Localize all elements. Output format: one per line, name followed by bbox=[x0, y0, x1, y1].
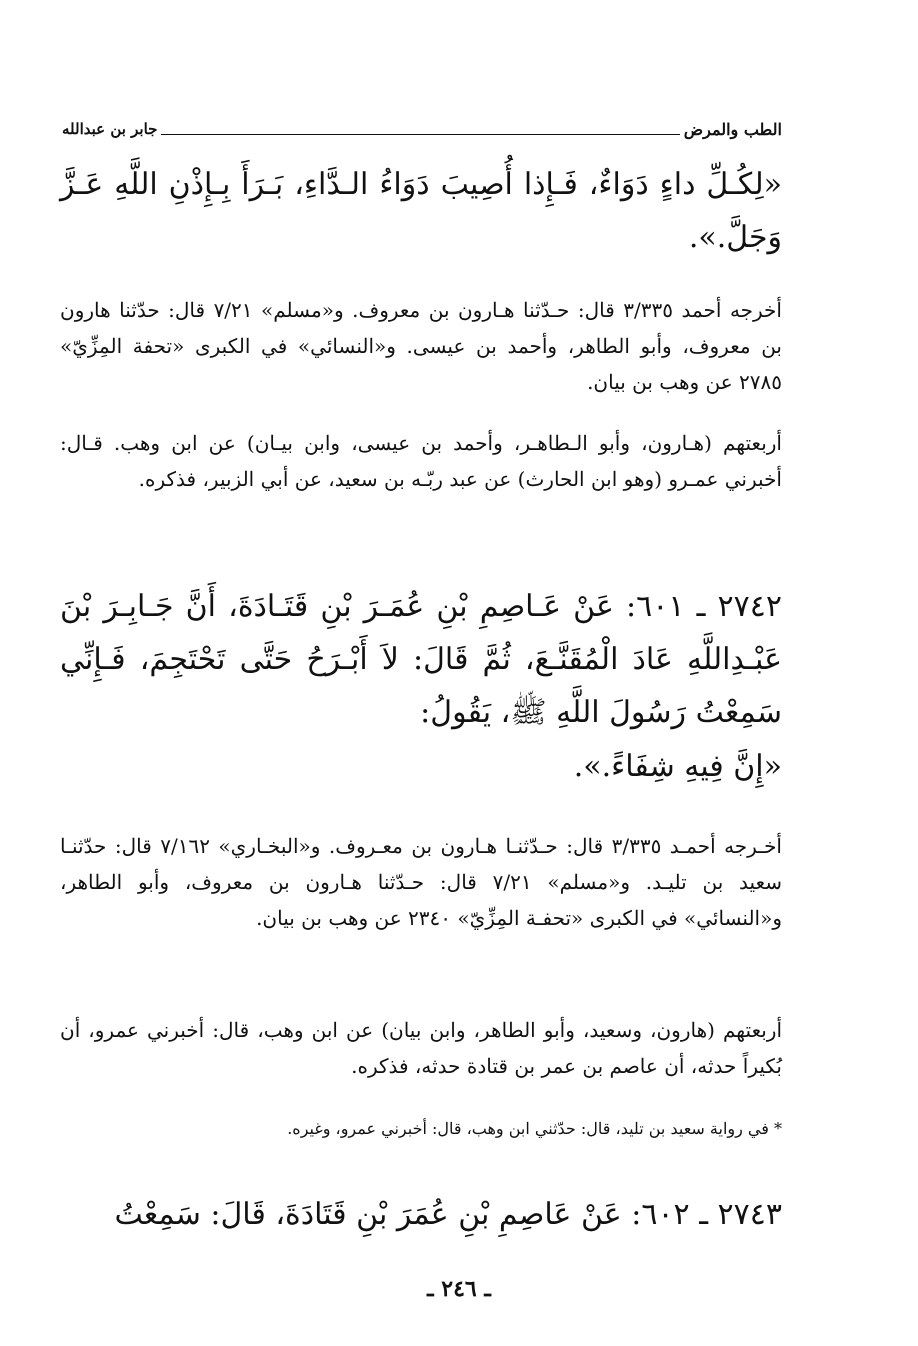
isnad-paragraph-2: أربعتهم (هارون، وسعيد، وأبو الطاهر، وابن بيان) عن ابن وهب، قال: أخبرني عمرو، أن بُكيراً حدثه، أن عاصم بن عمر بن قتادة حدثه، فذكره. bbox=[60, 1018, 782, 1078]
takhrij-paragraph-2: أخـرجه أحمـد ٣/٣٣٥ قال: حـدّثنـا هـارون بن معـروف. و«البخـاري» ٧/١٦٢ قال: حدّثنـا سعيد بن تليـد. و«مسلم» ٧/٢١ قال: حـدّثنا هـارون بن معروف، وأبو الطاهر، و«النسائي» في الكبرى «تحفـة المِزِّيّ» ٢٣٤٠ عن وهب بن بيان. bbox=[60, 834, 782, 930]
hadith-2742-quote: «إِنَّ فِيهِ شِفَاءً.». bbox=[573, 749, 782, 784]
section-title: جابر بن عبدالله bbox=[62, 120, 158, 138]
running-header bbox=[62, 116, 782, 142]
hadith-2743: ٢٧٤٣ ـ ٦٠٢: عَنْ عَاصِمِ بْنِ عُمَرَ بْنِ قَتَادَةَ، قَالَ: سَمِعْتُ bbox=[114, 1197, 782, 1232]
header-rule bbox=[161, 124, 679, 135]
takhrij-paragraph: أخرجه أحمد ٣/٣٣٥ قال: حـدّثنا هـارون بن معروف. و«مسلم» ٧/٢١ قال: حدّثنا هارون بن معروف، وأبو الطاهر، وأحمد بن عيسى. و«النسائي» في الكبرى «تحفة المِزِّيّ» ٢٧٨٥ عن وهب بن بيان. bbox=[60, 298, 782, 394]
hadith-2742: ٢٧٤٢ ـ ٦٠١: عَنْ عَـاصِمِ بْنِ عُمَـرَ بْنِ قَتَـادَةَ، أَنَّ جَـابِـرَ بْنَ عَبْـدِاللَّهِ عَادَ الْمُقَنَّـعَ، ثُمَّ قَالَ: لاَ أَبْـرَحُ حَتَّى تَحْتَجِمَ، فَـإِنِّي سَمِعْتُ رَسُولَ اللَّهِ ﷺ، يَقُولُ: bbox=[60, 589, 782, 730]
footnote: * في رواية سعيد بن تليد، قال: حدّثني ابن وهب، قال: أخبرني عمرو، وغيره. bbox=[287, 1119, 782, 1138]
chapter-title: الطب والمرض bbox=[683, 119, 782, 139]
page-number: ـ ٢٤٦ ـ bbox=[427, 1276, 491, 1302]
hadith-text-continued: «لِكُـلِّ داءٍ دَوَاءٌ، فَـإِذا أُصِيبَ دَوَاءُ الـدَّاءِ، بَـرَأَ بِـإِذْنِ اللَّهِ عَـزَّ وَجَلَّ.». bbox=[60, 167, 782, 255]
isnad-paragraph: أربعتهم (هـارون، وأبو الـطاهـر، وأحمد بن عيسى، وابن بيـان) عن ابن وهب. قـال: أخبرني عمـرو (وهو ابن الحارث) عن عبد ربّـه بن سعيد، عن أبي الزبير، فذكره. bbox=[60, 431, 782, 491]
